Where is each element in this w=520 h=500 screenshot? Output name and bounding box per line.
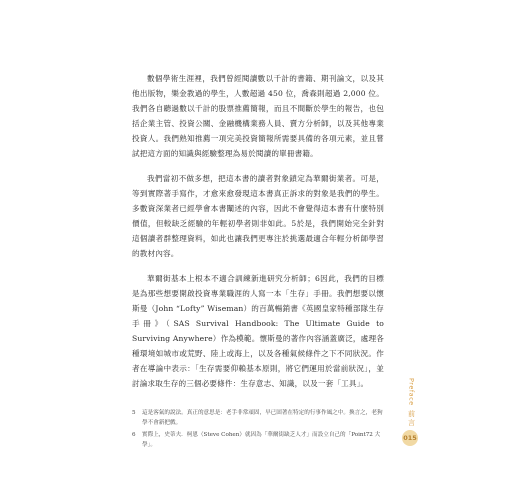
section-label-english: Preface xyxy=(407,378,416,406)
footnote-text: 這是客氣的說法。真正的意思是：老手非常頑固，早已固著在特定的行事作風之中。換言之，老狗學不會新把戲。 xyxy=(142,410,383,426)
footnote-6 xyxy=(132,431,384,450)
footnote-5 xyxy=(132,409,384,428)
footnotes xyxy=(132,409,384,453)
paragraph-2: 我們當初不做多想，把這本書的讀者對象鎖定為華爾街業者。可是，等到實際著手寫作，才愈來愈發現這本書真正訴求的對象是我們的學生。多數資深業者已經學會本書闡述的內容，因此不會覺得這本書有什麼特別價值，但較缺乏經驗的年輕初學者則非如此。5於是，我們開始完全針對這個讀者群整理資料，如此也讓我們更專注於挑選最適合年輕分析師學習的教材內容。 xyxy=(132,174,384,258)
page-number-badge: 015 xyxy=(402,430,418,446)
section-side-label xyxy=(404,378,418,428)
paragraph-3: 華爾街基本上根本不適合訓練新進研究分析師；6因此，我們的目標是為那些想要開啟投資專業職涯的人寫一本「生存」手冊。我們想要以懷斯曼（John “Lofty” Wiseman）的百萬暢銷書《英國皇家特種部隊生存手冊》（SAS Survival Handbook: The Ultimate Guide to Surviving Anywhere）作為模範。懷斯曼的著作內容涵蓋廣泛，處理各種環境如城市或荒野、陸上或海上，以及各種氣候條件之下不同狀況。作者在導論中表示：「生存需要仰賴基本原則，將它們運用於當前狀況」，並討論求取生存的三個必要條件：生存意志、知識，以及一套「工具」。 xyxy=(132,274,384,388)
footnote-text: 實際上，史蒂夫．柯恩（Steve Cohen）就因為「華爾街缺乏人才」而設立自己的「Point72 大學」。 xyxy=(142,432,381,448)
footnote-number: 6 xyxy=(132,432,136,438)
body-text xyxy=(132,71,384,401)
paragraph-1: 數個學術生涯裡，我們曾經閱讀數以千計的書籍、期刊論文，以及其他出版物，樂金教過的學生，人數超過 450 位，喬森則超過 2,000 位。我們各自聽過數以千計的股票推薦簡報，而且不間斷於學生的報告，也包括企業主管、投資公關、金融機構業務人員、賣方分析師，以及其他專業投資人。我們熟知推薦一項完美投資簡報所需要具備的各項元素，並且嘗試把這方面的知識與經驗整理為易於閱讀的單冊書籍。 xyxy=(132,74,384,158)
footnote-number: 5 xyxy=(132,410,136,416)
section-label-chinese: 前言 xyxy=(407,409,416,428)
